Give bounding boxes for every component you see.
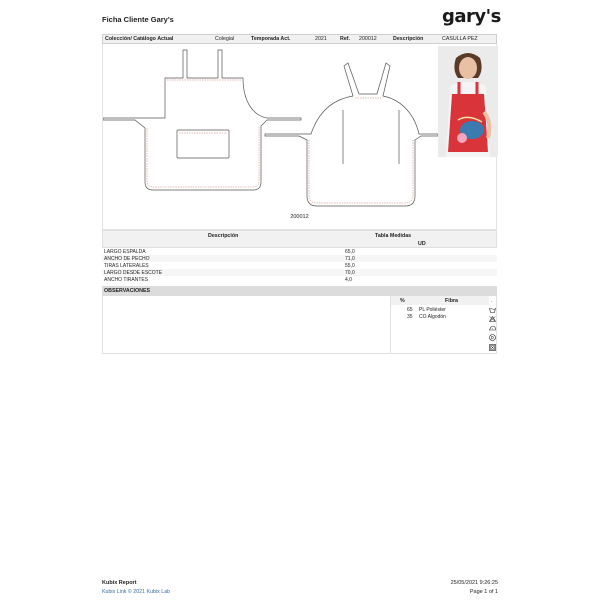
description-value: CASULLA PEZ [442, 36, 478, 42]
technical-drawing-area [102, 44, 497, 230]
fiber-composition-panel [390, 296, 488, 353]
fiber-row [391, 306, 489, 313]
footer-report-title: Kubix Report [102, 580, 137, 586]
no-bleach-icon [489, 316, 496, 322]
measurement-name: LARGO DESDE ESCOTE [104, 269, 163, 276]
fiber-name-header: Fibra [445, 297, 458, 304]
measurement-row [102, 255, 497, 262]
fiber-percent: 35 [407, 313, 413, 320]
measurements-header [102, 230, 497, 248]
measurement-name: TIRAS LATERALES [104, 262, 149, 269]
measurement-row [102, 269, 497, 276]
no-tumble-dry-icon [489, 344, 496, 351]
season-value: 2021 [315, 36, 327, 42]
dry-clean-icon [489, 334, 496, 341]
iron-icon [489, 325, 496, 331]
observations-header [102, 286, 497, 296]
product-photo [438, 46, 498, 157]
observations-title: OBSERVACIONES [104, 288, 151, 294]
care-symbols-column [488, 296, 497, 353]
page-title: Ficha Cliente Gary's [102, 15, 174, 24]
model-wearing-apron-image [438, 46, 498, 157]
footer-page-number: Page 1 of 1 [469, 589, 498, 595]
care-header: . [491, 298, 493, 304]
fiber-name: PL Poliéster [419, 306, 446, 313]
season-label: Temporada Act. [251, 36, 291, 42]
measurement-row [102, 276, 497, 283]
footer-link[interactable]: Kubix Link © 2021 Kubix Lab [102, 589, 171, 595]
measurement-value: 71,0 [345, 255, 355, 262]
measurement-name: ANCHO DE PECHO [104, 255, 150, 262]
measurements-size-header: UD [418, 241, 426, 247]
measurement-value: 4,0 [345, 276, 352, 283]
drawing-reference-caption: 200012 [290, 214, 309, 220]
info-row [102, 34, 497, 44]
description-label: Descripción [393, 36, 424, 42]
measurement-value: 70,0 [345, 269, 355, 276]
front-pocket [177, 130, 229, 158]
fiber-row [391, 313, 489, 320]
fiber-percent: 65 [407, 306, 413, 313]
measurement-name: LARGO ESPALDA [104, 248, 146, 255]
measurement-row [102, 248, 497, 255]
measurement-value: 65,0 [345, 248, 355, 255]
ref-value: 200012 [359, 36, 377, 42]
fiber-header [391, 296, 489, 305]
collection-value: Colegial [215, 36, 235, 42]
measurement-row [102, 262, 497, 269]
fiber-percent-header: % [400, 297, 405, 304]
measurement-value: 55,0 [345, 262, 355, 269]
measurements-table-header: Tabla Medidas [375, 233, 412, 239]
fiber-name: CO Algodón [419, 313, 446, 320]
footer-datetime: 25/05/2021 9:26:25 [450, 580, 498, 586]
observations-box [102, 296, 497, 354]
measurements-description-header: Descripción [208, 233, 239, 239]
brand-logo: gary's [442, 6, 501, 27]
wash-40-icon [489, 307, 496, 313]
apron-technical-drawing [103, 44, 438, 214]
collection-label: Colección/ Catálogo Actual [105, 36, 174, 42]
measurement-name: ANCHO TIRANTES [104, 276, 149, 283]
front-apron-outline [103, 50, 301, 190]
back-apron-outline [265, 63, 438, 206]
ref-label: Ref. [340, 36, 351, 42]
